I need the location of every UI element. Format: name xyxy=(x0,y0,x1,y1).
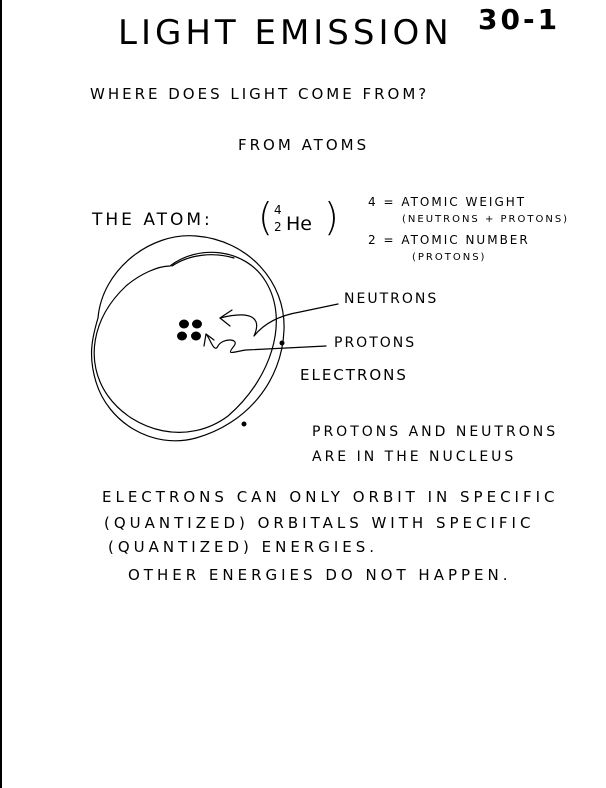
page-title: LIGHT EMISSION xyxy=(118,13,453,53)
protons-arrow-head xyxy=(204,334,214,346)
nucleus xyxy=(177,320,202,341)
atomic-number: 2 xyxy=(274,220,282,234)
electron-dot xyxy=(280,341,285,346)
neutrons-arrow-head xyxy=(220,310,232,326)
nucleus-note-line-1: PROTONS AND NEUTRONS xyxy=(312,424,559,440)
nucleus-particle xyxy=(191,332,201,341)
protons-arrow xyxy=(206,334,326,353)
electron-orbit-2 xyxy=(94,252,276,432)
quantization-line-4: OTHER ENERGIES DO NOT HAPPEN. xyxy=(128,566,512,584)
neutrons-arrow xyxy=(220,304,338,336)
atom-label: THE ATOM: xyxy=(92,210,213,230)
page-number: 30-1 xyxy=(478,3,561,36)
notation-right-paren: ) xyxy=(324,195,339,239)
intro-answer: FROM ATOMS xyxy=(238,136,370,154)
nucleus-particle xyxy=(177,332,187,341)
electron-orbit-1 xyxy=(92,236,285,441)
atomic-weight-note: (NEUTRONS + PROTONS) xyxy=(402,214,570,225)
intro-question: WHERE DOES LIGHT COME FROM? xyxy=(90,85,430,103)
notation-left-paren: ( xyxy=(258,195,273,239)
atomic-number-note: (PROTONS) xyxy=(412,252,487,263)
atomic-weight-definition: 4 = ATOMIC WEIGHT xyxy=(368,195,527,209)
quantization-line-1: ELECTRONS CAN ONLY ORBIT IN SPECIFIC xyxy=(102,488,559,506)
protons-label: PROTONS xyxy=(334,335,417,351)
quantization-line-3: (QUANTIZED) ENERGIES. xyxy=(108,538,379,556)
page-edge-line xyxy=(0,0,2,788)
electrons-label: ELECTRONS xyxy=(300,366,408,384)
neutrons-label: NEUTRONS xyxy=(344,291,439,307)
mass-number: 4 xyxy=(274,203,282,217)
electron-dot xyxy=(242,422,247,427)
element-symbol: He xyxy=(286,213,312,235)
helium-notation xyxy=(258,195,339,244)
nucleus-particle xyxy=(192,320,202,329)
quantization-line-2: (QUANTIZED) ORBITALS WITH SPECIFIC xyxy=(104,514,535,532)
atomic-number-definition: 2 = ATOMIC NUMBER xyxy=(368,233,530,247)
electron-orbit-3 xyxy=(172,255,234,266)
nucleus-note-line-2: ARE IN THE NUCLEUS xyxy=(312,449,517,465)
nucleus-particle xyxy=(179,320,189,329)
